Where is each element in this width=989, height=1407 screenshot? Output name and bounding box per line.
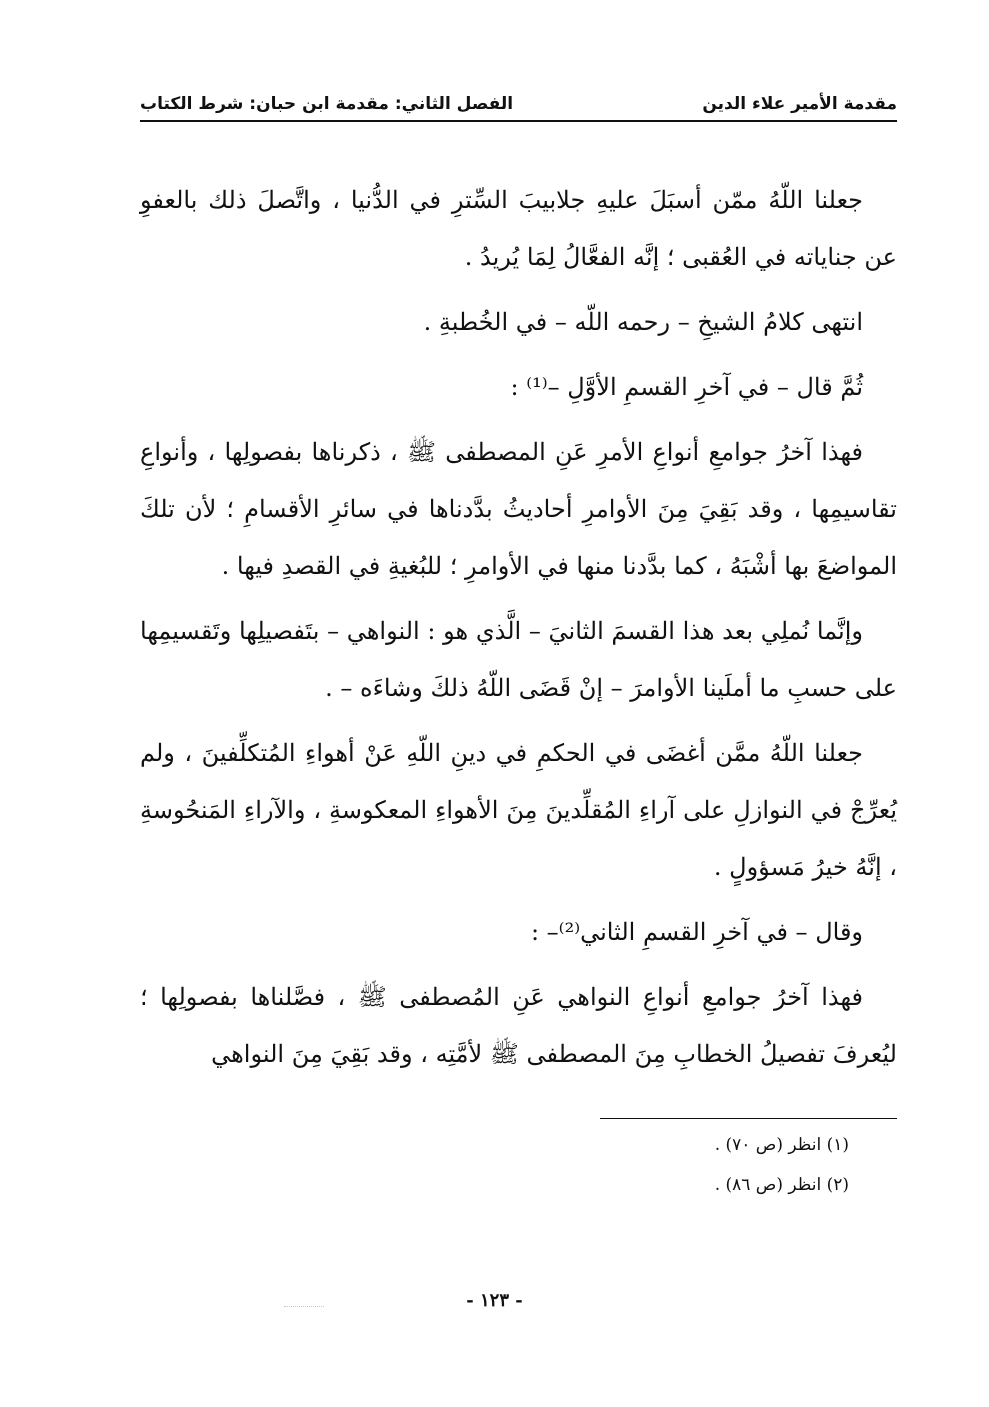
- header-chapter-title: الفصل الثاني: مقدمة ابن حبان: شرط الكتاب: [140, 94, 514, 114]
- footnotes: [149, 1125, 849, 1205]
- paragraph: وقال – في آخرِ القسمِ الثاني⁽²⁾– :: [530, 918, 863, 946]
- footnote-rule: [600, 1118, 897, 1119]
- paragraph: فهذا آخرُ جوامعِ أنواعِ النواهي عَنِ المُصطفى ﷺ ، فصَّلناها بفصولِها ؛ ليُعرفَ تفصيلُ الخطابِ مِنَ المصطفى ﷺ لأمَّتِه ، وقد بَقِيَ مِنَ النواهي: [140, 983, 897, 1068]
- scan-speck: [284, 1306, 324, 1309]
- footnote: (٢) انظر (ص ٨٦) .: [714, 1175, 849, 1195]
- main-text: [140, 172, 897, 1091]
- paragraph: انتهى كلامُ الشيخِ – رحمه اللّه – في الخُطبةِ .: [423, 308, 863, 336]
- paragraph: وإنَّما نُملِي بعد هذا القسمَ الثانيَ – الَّذي هو : النواهي – بتَفصيلِها وتَقسيمِها على حسبِ ما أملَينا الأوامرَ – إنْ قَضَى اللّهُ ذلكَ وشاءَه – .: [140, 617, 897, 702]
- paragraph: فهذا آخرُ جوامعِ أنواعِ الأمرِ عَنِ المصطفى ﷺ ، ذكرناها بفصولِها ، وأنواعِ تقاسيمِها ، وقد بَقِيَ مِنَ الأوامرِ أحاديثُ بدَّدناها في سائرِ الأقسامِ ؛ لأن تلكَ المواضعَ بها أشْبَهُ ، كما بدَّدنا منها في الأوامرِ ؛ للبُغيةِ في القصدِ فيها .: [140, 438, 897, 580]
- header-rule: [140, 120, 897, 122]
- paragraph: ثُمَّ قال – في آخرِ القسمِ الأوَّلِ –⁽¹⁾ :: [510, 373, 863, 401]
- page-number: - ١٢٣ -: [466, 1290, 523, 1311]
- paragraph: جعلنا اللّهُ ممَّن أغضَى في الحكمِ في دينِ اللّهِ عَنْ أهواءِ المُتكلِّفينَ ، ولم يُعرِّجْ في النوازلِ على آراءِ المُقلِّدينَ مِنَ الأهواءِ المعكوسةِ ، والآراءِ المَنحُوسةِ ، إنَّهُ خيرُ مَسؤولٍ .: [140, 739, 897, 881]
- paragraph: جعلنا اللّهُ ممّن أسبَلَ عليهِ جلابيبَ السِّترِ في الدُّنيا ، واتَّصلَ ذلك بالعفوِ عن جناياته في العُقبى ؛ إنَّه الفعَّالُ لِمَا يُريدُ .: [140, 186, 897, 271]
- header-book-title: مقدمة الأمير علاء الدين: [702, 94, 897, 114]
- running-header: [140, 84, 897, 114]
- footnote: (١) انظر (ص ٧٠) .: [714, 1135, 849, 1155]
